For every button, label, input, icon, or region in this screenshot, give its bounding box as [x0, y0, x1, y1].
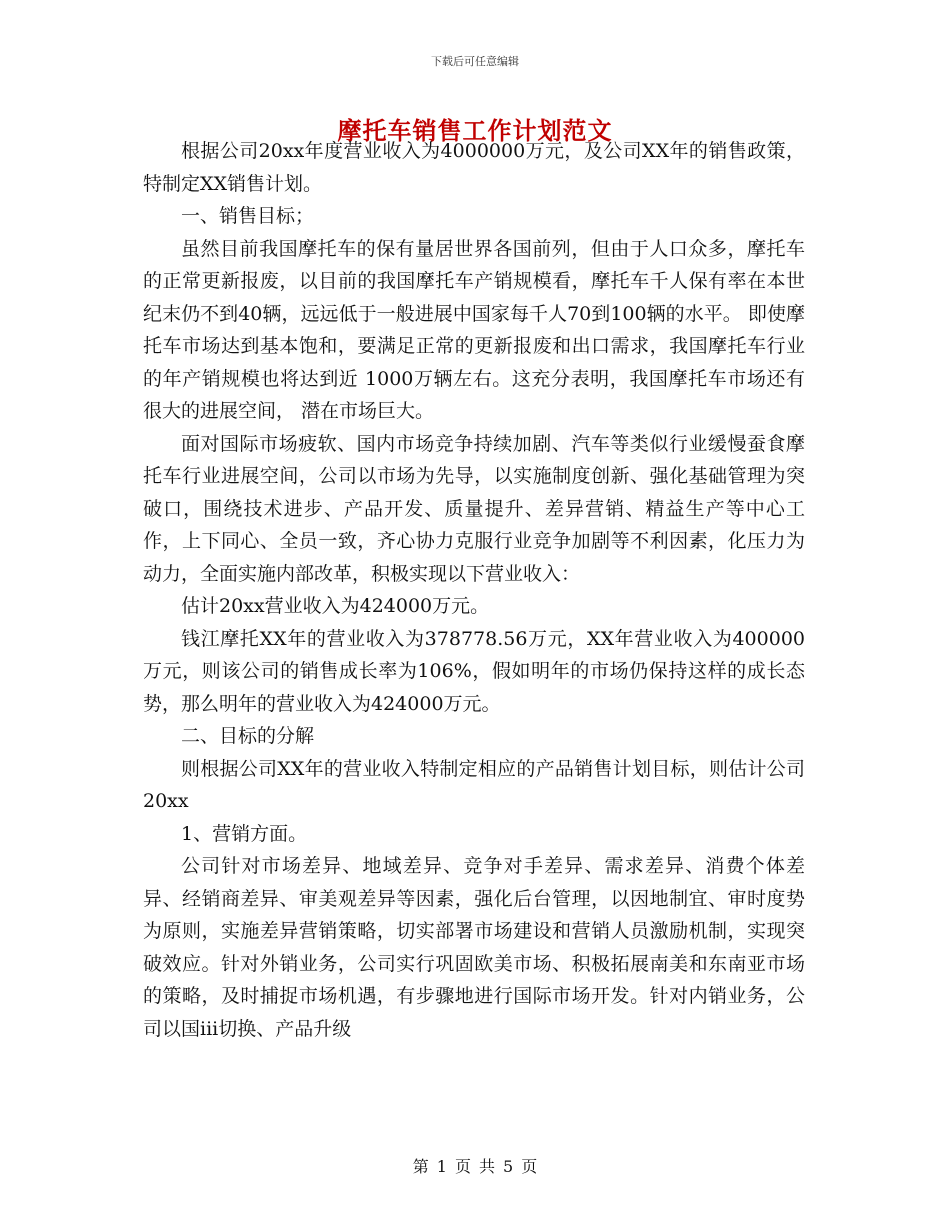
- paragraph-market-overview: 虽然目前我国摩托车的保有量居世界各国前列，但由于人口众多，摩托车的正常更新报废，以目前的我国摩托车产销规模看，摩托车千人保有率在本世纪末仍不到40辆，远远低于一般进展中国家每千人70到100辆的水平。 即使摩托车市场达到基本饱和，要满足正常的更新报废和出口需求，我国摩托车行业的年产销规模也将达到近 1000万辆左右。这充分表明，我国摩托车市场还有很大的进展空间， 潜在市场巨大。: [143, 237, 805, 422]
- heading-target-breakdown: 二、目标的分解: [181, 725, 315, 747]
- footer-total-label: 共: [479, 1157, 496, 1176]
- footer-total-unit: 页: [521, 1157, 538, 1176]
- footer-page-label: 第: [412, 1157, 429, 1176]
- header-note: 下载后可任意编辑: [431, 55, 519, 68]
- paragraph-revenue-estimate: 估计20xx营业收入为424000万元。: [181, 595, 490, 617]
- heading-sales-target: 一、销售目标；: [181, 205, 315, 227]
- paragraph-plan-target: 则根据公司XX年的营业收入特制定相应的产品销售计划目标，则估计公司20xx: [143, 757, 805, 812]
- paragraph-marketing-detail: 公司针对市场差异、地域差异、竞争对手差异、需求差异、消费个体差异、经销商差异、审美观差异等因素，强化后台管理，以因地制宜、审时度势为原则，实施差异营销策略，切实部署市场建设和营销人员激励机制，实现突破效应。针对外销业务，公司实行巩固欧美市场、积极拓展南美和东南亚市场的策略，及时捕捉市场机遇，有步骤地进行国际市场开发。针对内销业务，公司以国iii切换、产品升级: [143, 855, 805, 1040]
- footer-page-unit: 页: [454, 1157, 471, 1176]
- paragraph-intro: 根据公司20xx年度营业收入为4000000万元，及公司XX年的销售政策，特制定XX销售计划。: [143, 140, 805, 195]
- document-body: [143, 135, 805, 1045]
- footer-page-number: 1: [436, 1157, 447, 1176]
- footer-total-pages: 5: [503, 1157, 514, 1176]
- page-footer: [0, 1154, 950, 1177]
- paragraph-strategy: 面对国际市场疲软、国内市场竞争持续加剧、汽车等类似行业缓慢蚕食摩托车行业进展空间，公司以市场为先导，以实施制度创新、强化基础管理为突破口，围绕技术进步、产品开发、质量提升、差异营销、精益生产等中心工作，上下同心、全员一致，齐心协力克服行业竞争加剧等不利因素，化压力为动力，全面实施内部改革，积极实现以下营业收入：: [143, 432, 805, 585]
- paragraph-growth-rate: 钱江摩托XX年的营业收入为378778.56万元，XX年营业收入为400000万元，则该公司的销售成长率为106%，假如明年的市场仍保持这样的成长态势，那么明年的营业收入为424000万元。: [143, 627, 805, 715]
- document-title: 摩托车销售工作计划范文: [337, 116, 613, 145]
- heading-marketing: 1、营销方面。: [181, 822, 308, 845]
